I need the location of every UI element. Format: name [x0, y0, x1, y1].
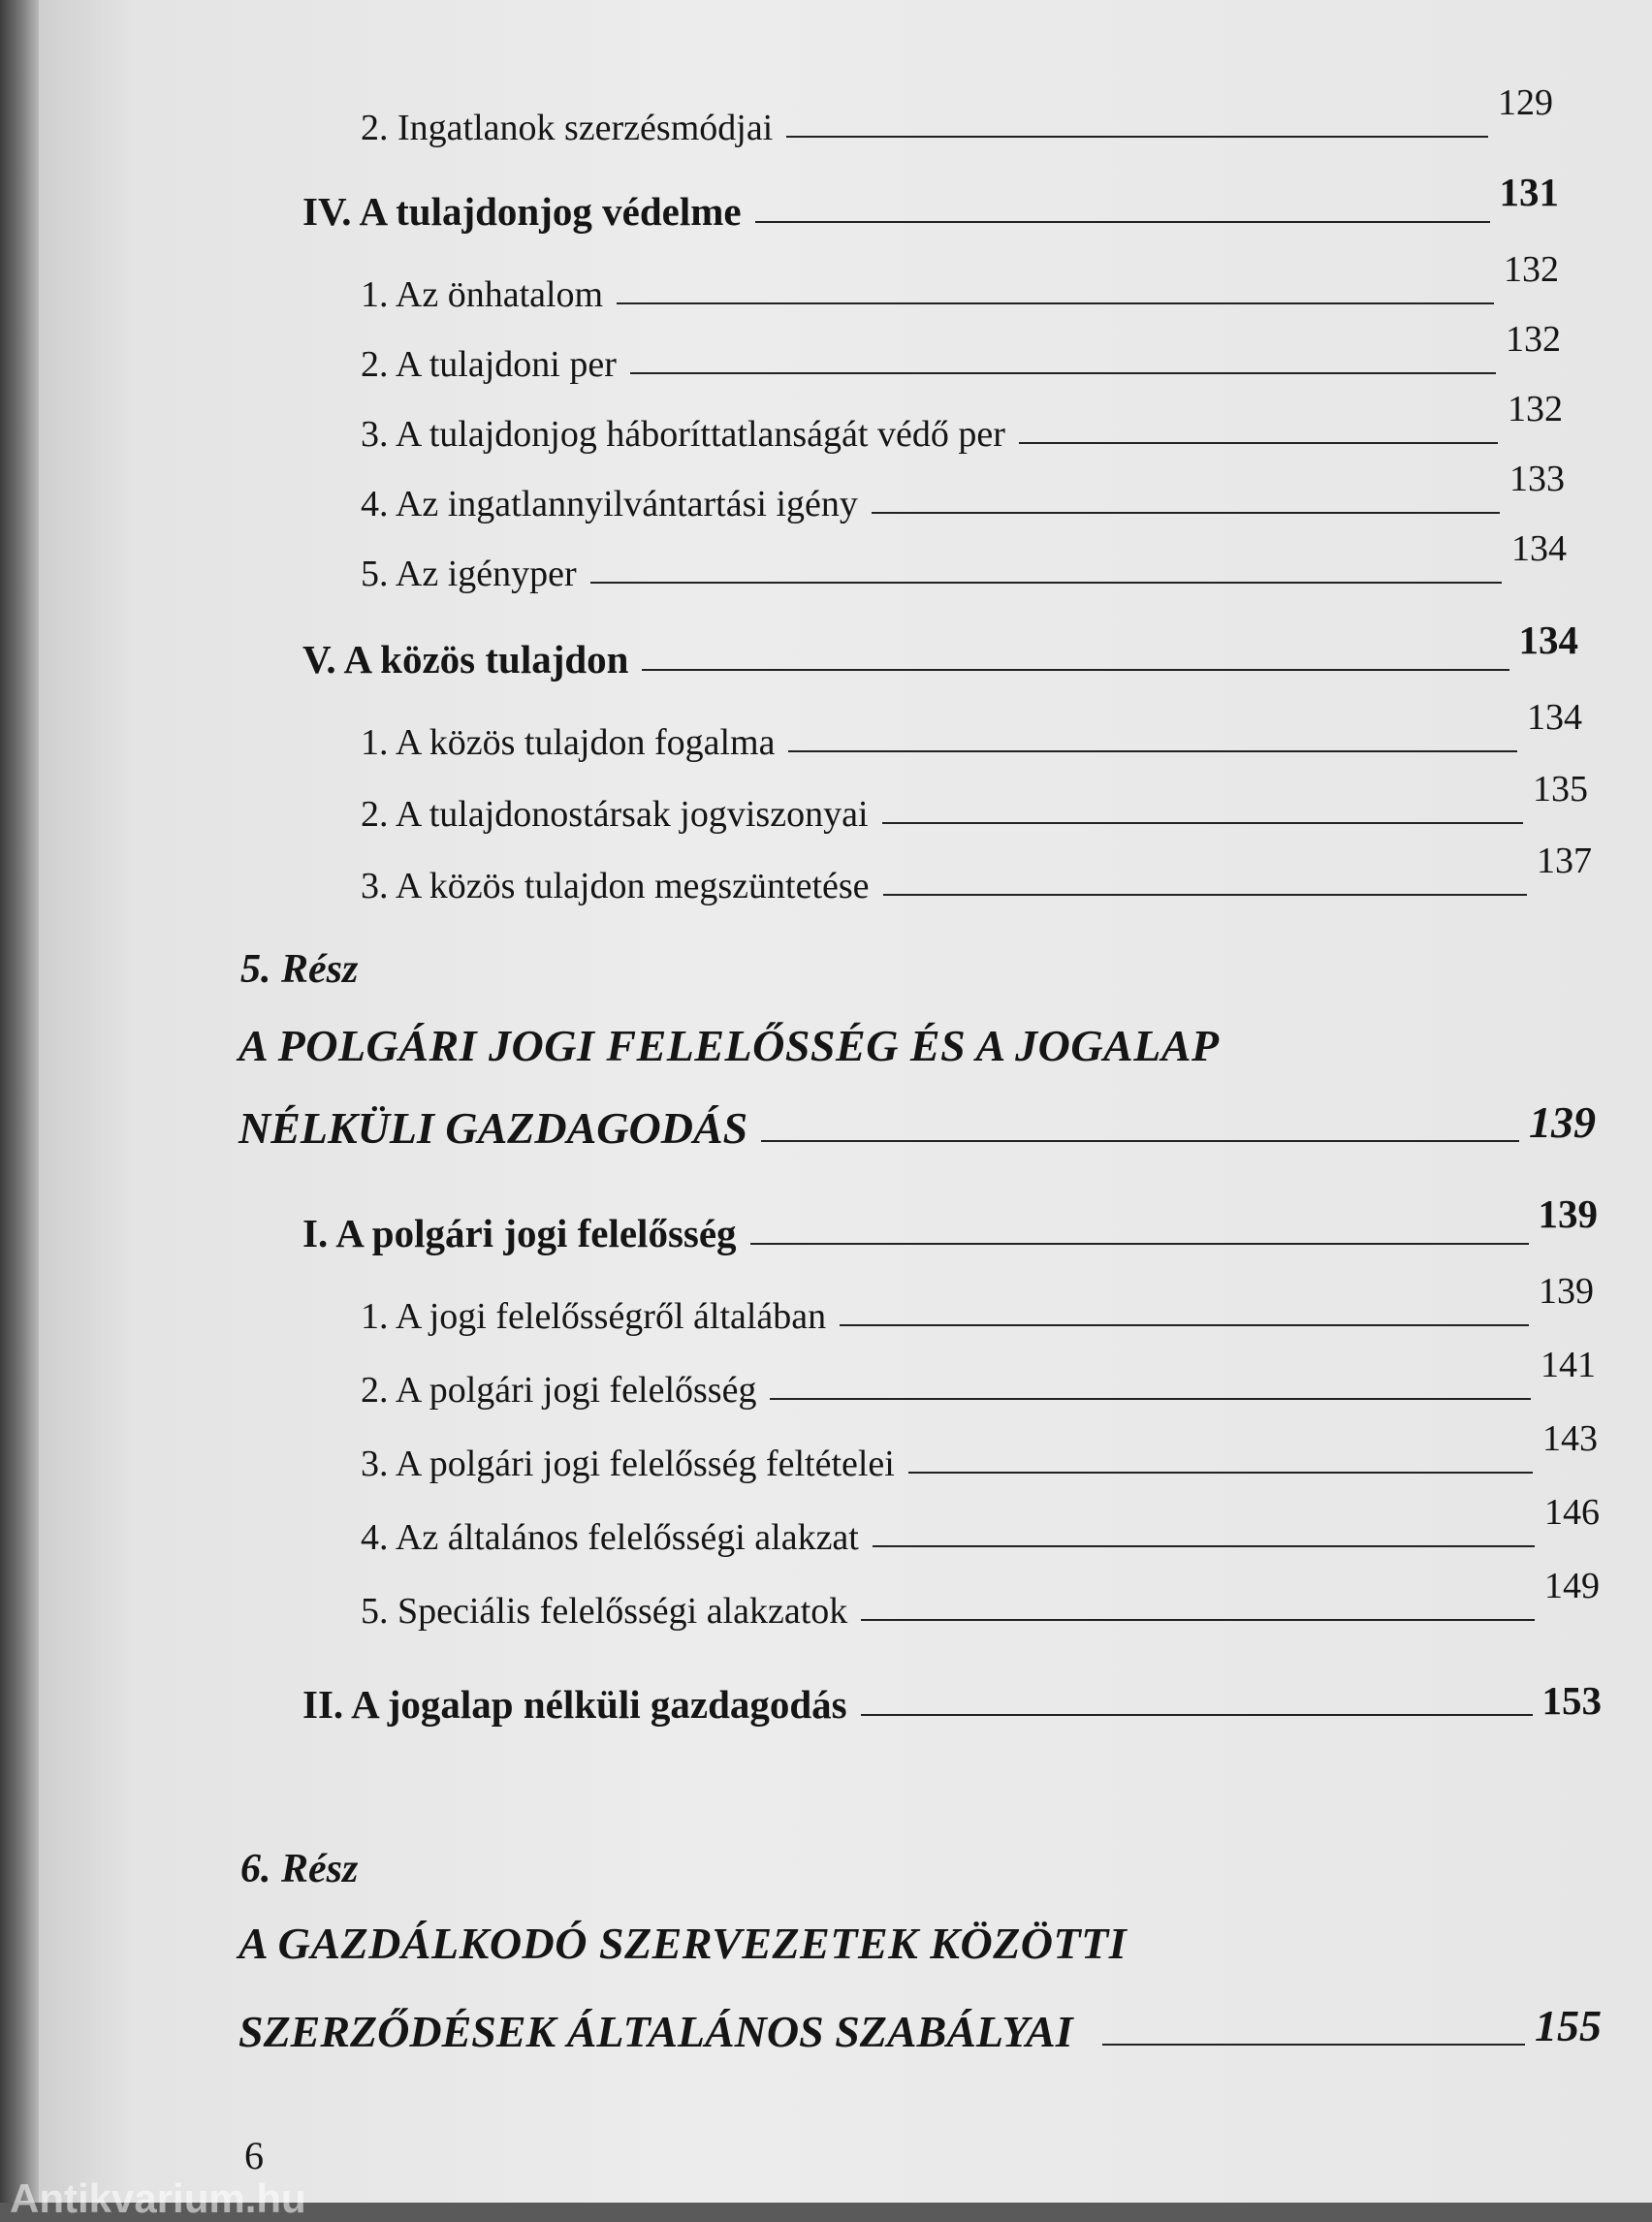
toc-leader-line [873, 1545, 1535, 1547]
toc-entry [361, 1492, 1600, 1559]
toc-entry-label: 3. A közös tulajdon megszüntetése [361, 866, 870, 906]
toc-leader-line [755, 221, 1490, 223]
part-title: NÉLKÜLI GAZDAGODÁS [238, 1103, 748, 1153]
toc-entry-label: 5. Speciális felelősségi alakzatok [361, 1591, 848, 1632]
toc-entry [361, 528, 1567, 595]
toc-entry-label: 1. A jogi felelősségről általában [361, 1296, 827, 1337]
toc-leader-line [750, 1243, 1529, 1245]
part-title-row [238, 1995, 1602, 2057]
toc-section-label: V. A közös tulajdon [302, 637, 629, 682]
toc-entry-page: 146 [1544, 1492, 1600, 1533]
toc-leader-line [883, 894, 1527, 896]
toc-section [302, 1191, 1598, 1256]
toc-entry-label: 2. A tulajdonostársak jogviszonyai [361, 794, 869, 835]
part-label: 5. Rész [240, 947, 359, 992]
toc-section [302, 170, 1559, 235]
page-number: 6 [244, 2134, 264, 2177]
toc-leader-line [861, 1619, 1535, 1621]
toc-leader-line [630, 372, 1496, 374]
toc-entry-page: 135 [1533, 769, 1588, 809]
toc-section [302, 1666, 1602, 1728]
toc-section-label: II. A jogalap nélküli gazdagodás [302, 1682, 847, 1727]
toc-entry-label: 2. A polgári jogi felelősség [361, 1370, 757, 1411]
book-page [39, 0, 1652, 2203]
toc-entry [361, 1271, 1594, 1338]
toc-entry-page: 133 [1509, 459, 1565, 499]
toc-entry-page: 134 [1527, 697, 1582, 738]
part-page: 139 [1529, 1097, 1596, 1147]
part-title: A GAZDÁLKODÓ SZERVEZETEK KÖZÖTTI [238, 1919, 1128, 1968]
toc-section-label: IV. A tulajdonjog védelme [302, 189, 742, 234]
toc-section-page: 153 [1541, 1678, 1602, 1723]
toc-leader-line [840, 1324, 1529, 1326]
toc-entry-label: 1. Az önhatalom [361, 274, 604, 315]
book-spine-shadow [0, 0, 39, 2203]
part-title-row [238, 1092, 1596, 1154]
toc-leader-line [1102, 2044, 1525, 2046]
toc-entry-page: 143 [1542, 1418, 1598, 1459]
toc-entry-page: 139 [1539, 1271, 1594, 1312]
toc-entry-label: 3. A tulajdonjog háboríttatlanságát védő per [361, 414, 1005, 455]
toc-leader-line [861, 1714, 1533, 1716]
toc-entry-page: 132 [1508, 389, 1563, 429]
toc-leader-line [872, 512, 1500, 514]
toc-leader-line [770, 1398, 1531, 1400]
toc-leader-line [1019, 442, 1498, 444]
toc-entry [361, 249, 1559, 316]
watermark: Antikvarium.hu [10, 2175, 306, 2221]
toc-entry [361, 841, 1592, 907]
toc-section-page: 131 [1499, 170, 1559, 214]
toc-entry [361, 459, 1565, 525]
toc-section-label: I. A polgári jogi felelősség [302, 1211, 737, 1255]
toc-entry-label: 3. A polgári jogi felelősség feltételei [361, 1444, 895, 1484]
toc-entry [361, 1345, 1596, 1412]
toc-entry [361, 1566, 1600, 1633]
toc-entry-page: 149 [1544, 1566, 1600, 1606]
toc-entry-page: 137 [1537, 841, 1592, 881]
toc-entry-label: 4. Az ingatlannyilvántartási igény [361, 484, 858, 524]
part-title: A POLGÁRI JOGI FELELŐSSÉG ÉS A JOGALAP [238, 1021, 1220, 1070]
toc-leader-line [617, 302, 1494, 304]
toc-leader-line [908, 1472, 1533, 1474]
toc-leader-line [786, 136, 1488, 138]
toc-section [302, 620, 1578, 682]
toc-entry [361, 82, 1553, 149]
toc-section-page: 134 [1518, 618, 1578, 662]
toc-entry [361, 389, 1563, 456]
toc-leader-line [761, 1140, 1519, 1142]
toc-entry-label: 2. A tulajdoni per [361, 344, 617, 385]
toc-entry-page: 141 [1541, 1345, 1596, 1385]
toc-entry [361, 697, 1582, 764]
toc-entry [361, 769, 1588, 836]
toc-entry-page: 134 [1511, 528, 1567, 569]
part-title: SZERZŐDÉSEK ÁLTALÁNOS SZABÁLYAI [238, 2007, 1073, 2056]
toc-leader-line [642, 669, 1509, 671]
toc-entry-page: 129 [1498, 82, 1553, 123]
toc-section-page: 139 [1538, 1191, 1598, 1236]
toc-entry-label: 2. Ingatlanok szerzésmódjai [361, 108, 774, 148]
toc-entry-label: 1. A közös tulajdon fogalma [361, 722, 776, 763]
toc-leader-line [590, 582, 1502, 584]
toc-leader-line [882, 822, 1523, 824]
toc-entry-label: 4. Az általános felelősségi alakzat [361, 1517, 859, 1558]
toc-leader-line [788, 750, 1517, 752]
toc-entry [361, 1418, 1598, 1485]
part-page: 155 [1535, 2001, 1602, 2050]
part-label: 6. Rész [240, 1847, 359, 1891]
toc-entry [361, 319, 1561, 386]
toc-entry-page: 132 [1504, 249, 1559, 290]
toc-entry-label: 5. Az igényper [361, 554, 577, 594]
toc-entry-page: 132 [1506, 319, 1561, 360]
